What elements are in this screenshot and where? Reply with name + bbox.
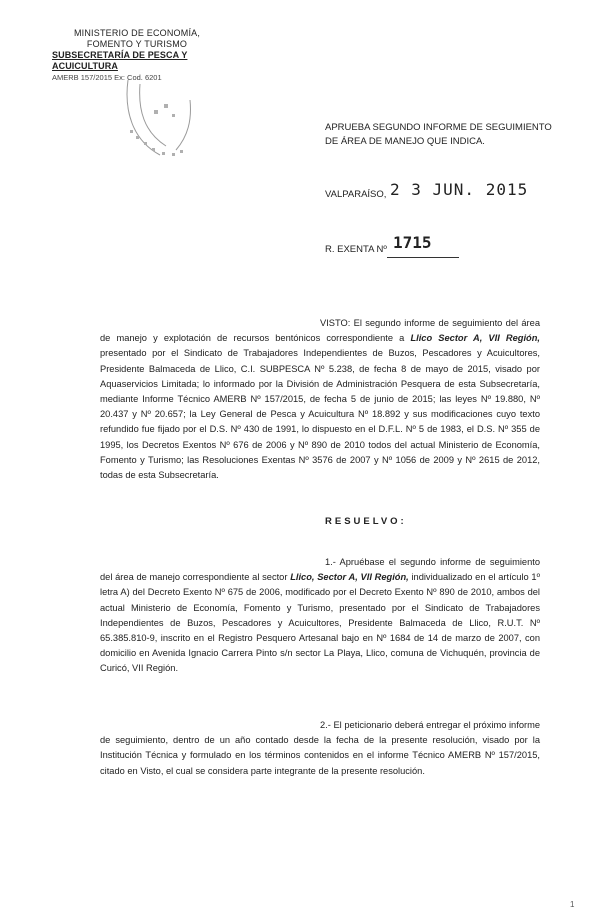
official-stamp: [120, 70, 230, 160]
resuelvo-heading: RESUELVO:: [325, 516, 407, 527]
exenta-label: R. EXENTA Nº: [325, 244, 387, 255]
resolution-subject: APRUEBA SEGUNDO INFORME DE SEGUIMIENTO DE ÁREA DE MANEJO QUE INDICA.: [325, 122, 552, 147]
exenta-row: [325, 233, 525, 255]
ministry-line-2: FOMENTO Y TURISMO: [86, 39, 188, 49]
exenta-underline: [387, 257, 459, 258]
date-stamp: 2 3 JUN. 2015: [390, 180, 529, 199]
article-2-text: 2.- El peticionario deberá entregar el próximo informe de seguimiento, dentro de un año contado desde la fecha de la presente resolución, visado por la Institución Técnica y formulado en los términos contenidos en el informe Técnico AMERB Nº 157/2015, citado en Visto, el cual se considera parte integrante de la presente resolución.: [100, 720, 540, 776]
article-1-place: Llico, Sector A, VII Región,: [290, 572, 409, 583]
visto-place: Llico Sector A, VII Región,: [410, 333, 540, 344]
article-1-paragraph: [100, 555, 540, 677]
article-2-paragraph: [100, 718, 540, 779]
article-1-text-b: individualizado en el artículo 1º letra A) del Decreto Exento Nº 675 de 2006, modificado por el Decreto Exento Nº 890 de 2010, ambos del actual Ministerio de Economía, Fomento y Turismo, presentado por el Sindicato de Trabajadores Independientes de Buzos, Pescadores y Acuicultores, Presidente Balmaceda de Llico, R.U.T. Nº 65.385.810-9, inscrito en el Registro Pesquero Artesanal bajo en Nº 1684 de 14 de marzo de 2007, con domicilio en Avenida Ignacio Carrera Pinto s/n sector La Playa, Llico, comuna de Vichuquén, provincia de Curicó, VII Región.: [100, 572, 541, 674]
visto-text-b: presentado por el Sindicato de Trabajadores Independientes de Buzos, Pescadores y Acuicultores, Presidente Balmaceda de Llico, C.I. SUBPESCA Nº 5.238, de fecha 8 de mayo de 2015, visado por Aquaservicios Limitada; lo informado por la División de Administración Pesquera de esta Subsecretaría, mediante Informe Técnico AMERB Nº 157/2015, de fecha 5 de junio de 2015; las leyes Nº 19.880, Nº 20.437 y Nº 20.657; la Ley General de Pesca y Acuicultura Nº 18.892 y sus modificaciones cuyo texto refundido fue fijado por el D.S. Nº 430 de 1991, lo dispuesto en el D.F.L. Nº 5 de 1983, el D.S. Nº 355 de 1995, los Decretos Exentos Nº 676 de 2006 y Nº 890 de 2010 todos del actual Ministerio de Economía, Fomento y Turismo; las Resoluciones Exentas Nº 3576 de 2007 y Nº 1056 de 2009 y Nº 2615 de 2012, todas de esta Subsecretaría.: [100, 348, 540, 481]
visto-text-a: VISTO: El segundo informe de seguimiento del área de manejo y explotación de recursos bentónicos correspondiente a: [100, 318, 540, 344]
page-mark: 1: [570, 900, 575, 909]
date-row: [325, 180, 585, 203]
ministry-line: MINISTERIO DE ECONOMÍA,: [73, 28, 201, 38]
subsecretaria-line: SUBSECRETARÍA DE PESCA Y ACUICULTURA: [52, 50, 188, 71]
place-label: VALPARAÍSO,: [325, 189, 387, 200]
article-1-text-a: 1.- Apruébase el segundo informe de seguimiento del área de manejo correspondiente al sector: [100, 557, 540, 583]
exenta-number: 1715: [393, 233, 432, 252]
reference-line: AMERB 157/2015 Ex: Cod. 6201: [52, 73, 162, 82]
visto-paragraph: [100, 316, 540, 483]
